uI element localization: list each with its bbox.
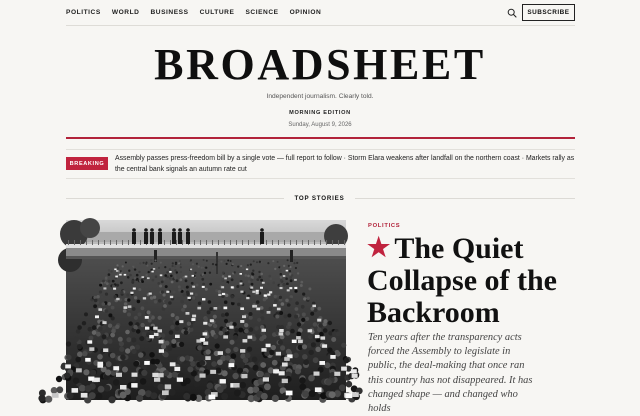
story-kicker[interactable]: POLITICS <box>368 223 401 229</box>
section-nav <box>66 9 321 16</box>
edition-date: Sunday, August 9, 2026 <box>288 122 352 128</box>
nav-link-world[interactable]: WORLD <box>111 9 140 16</box>
breaking-divider-top <box>66 149 575 150</box>
masthead-title[interactable]: BROADSHEET <box>154 40 486 89</box>
breaking-badge: BREAKING <box>66 157 108 170</box>
nav-divider <box>66 25 575 26</box>
section-heading: TOP STORIES <box>294 195 345 202</box>
edition-label: MORNING EDITION <box>289 110 351 116</box>
breaking-divider-bottom <box>66 178 575 179</box>
top-navigation <box>0 0 640 25</box>
story-dek: Ten years after the transparency acts forced the Assembly to legislate in public, the deal-making that once ran this country has not disappeared. It has changed shape — and changed who holds <box>368 332 533 415</box>
nav-link-opinion[interactable]: OPINION <box>289 9 322 16</box>
section-rule-left <box>66 198 284 199</box>
protest-crowd-image <box>66 220 346 400</box>
masthead-divider <box>66 137 575 139</box>
star-icon: ★ <box>367 233 391 262</box>
section-rule-right <box>355 198 575 199</box>
headline-text: The Quiet Collapse of the Backroom <box>367 232 557 329</box>
nav-link-politics[interactable]: POLITICS <box>66 9 101 16</box>
subscribe-button[interactable]: SUBSCRIBE <box>522 4 575 21</box>
lead-headline[interactable] <box>367 232 582 329</box>
nav-link-business[interactable]: BUSINESS <box>150 9 189 16</box>
nav-link-culture[interactable]: CULTURE <box>199 9 235 16</box>
search-icon[interactable] <box>507 8 517 18</box>
lead-story-photo[interactable] <box>66 220 346 400</box>
nav-link-science[interactable]: SCIENCE <box>245 9 279 16</box>
masthead-tagline: Independent journalism. Clearly told. <box>266 93 374 100</box>
breaking-ticker[interactable]: Assembly passes press-freedom bill by a single vote — full report to follow · Storm Elara weakens after landfall on the northern coast · Markets rally as the central bank signals an autumn rate cut <box>115 155 575 173</box>
